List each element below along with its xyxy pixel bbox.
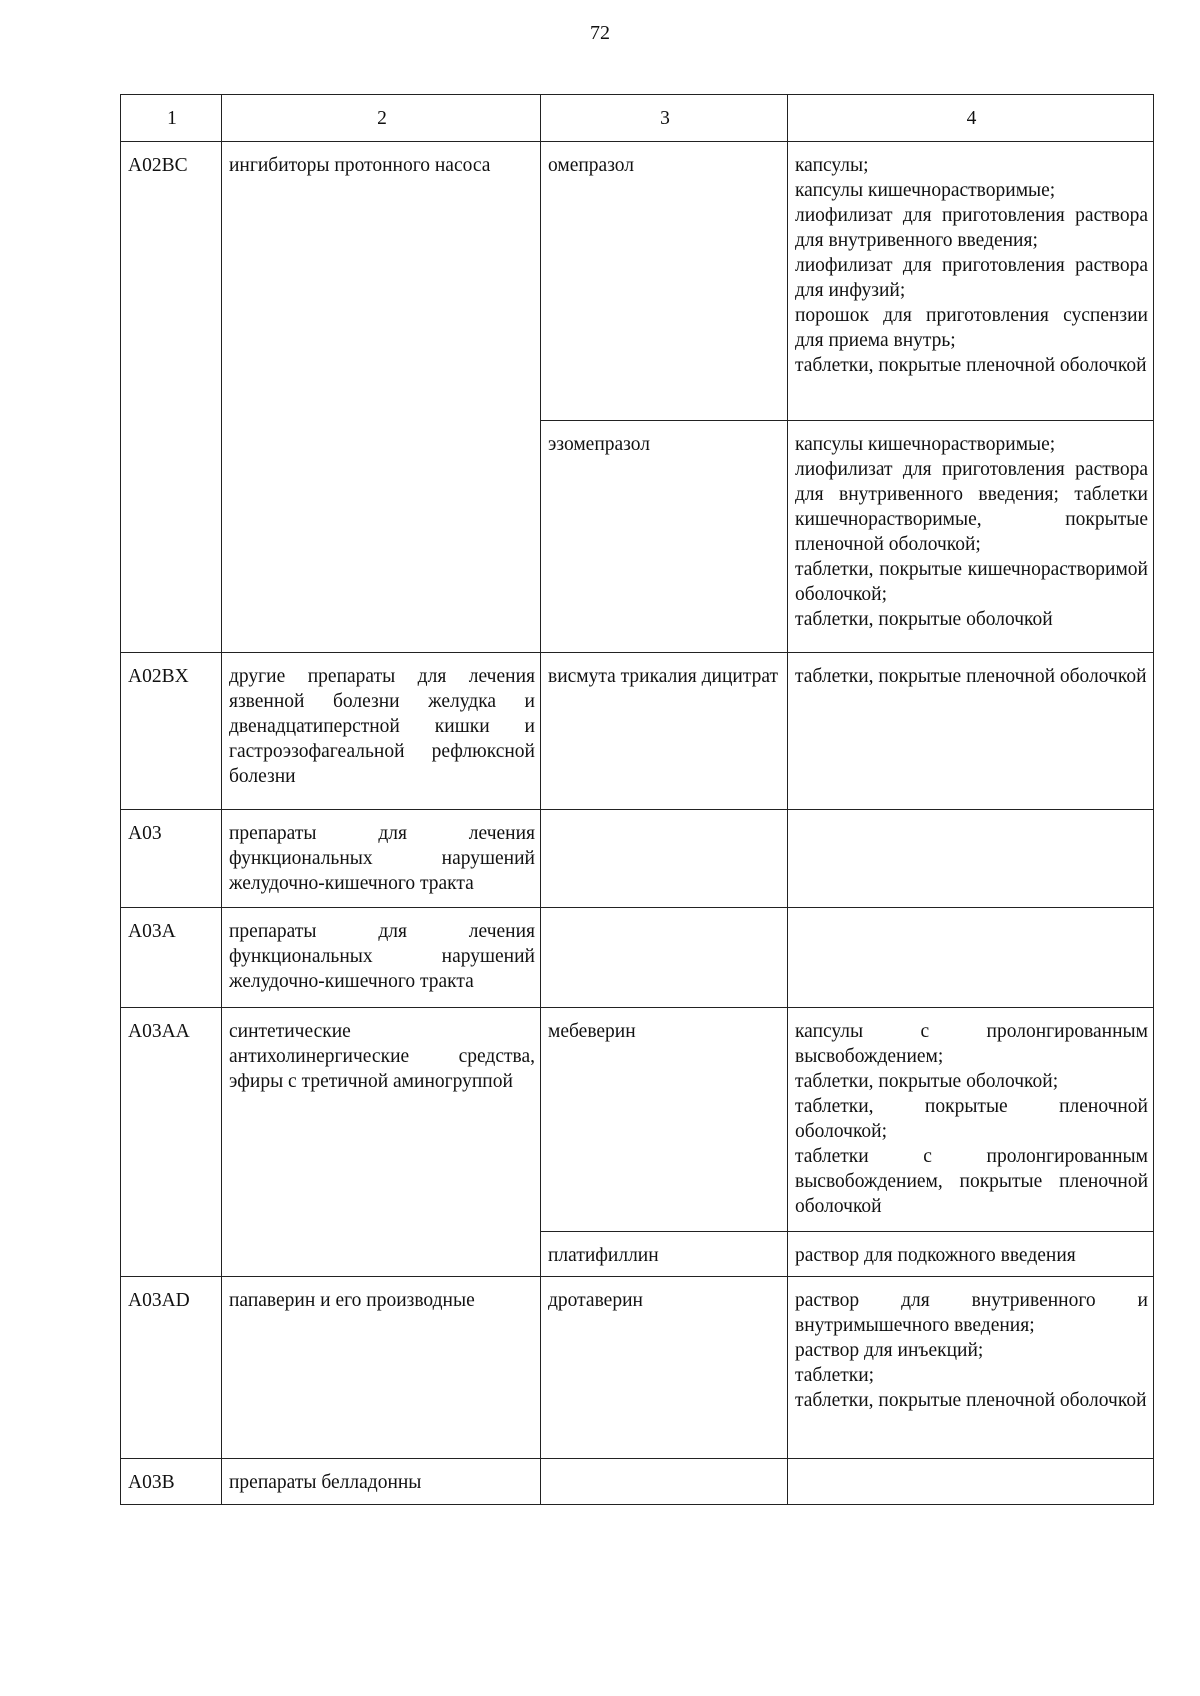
table-row xyxy=(121,1277,1154,1459)
dosage-form: капсулы кишечнорастворимые; xyxy=(795,180,1056,201)
group-name: препараты для лечения функциональных нарушений желудочно-кишечного тракта xyxy=(222,810,541,908)
dosage-forms xyxy=(788,908,1154,1008)
drug-name: мебеверин xyxy=(541,1008,788,1232)
dosage-form: раствор для инъекций; xyxy=(795,1340,984,1361)
dosage-form: таблетки; xyxy=(795,1365,875,1386)
drug-name: эзомепразол xyxy=(541,421,788,653)
dosage-form: раствор для подкожного введения xyxy=(795,1245,1076,1266)
dosage-form: таблетки, покрытые кишечнорастворимой оболочкой; xyxy=(795,559,1148,605)
page-number: 72 xyxy=(590,22,610,44)
dosage-forms xyxy=(788,653,1154,810)
drug-name: дротаверин xyxy=(541,1277,788,1459)
drug-name: висмута трикалия дицитрат xyxy=(541,653,788,810)
group-name: другие препараты для лечения язвенной болезни желудка и двенадцатиперстной кишки и гастроэзофагеальной рефлюксной болезни xyxy=(222,653,541,810)
drug-name: платифиллин xyxy=(541,1232,788,1277)
table-row xyxy=(121,908,1154,1008)
atc-code: A03AA xyxy=(121,1008,222,1277)
atc-code: A03B xyxy=(121,1459,222,1505)
dosage-forms xyxy=(788,421,1154,653)
dosage-form: лиофилизат для приготовления раствора для инфузий; xyxy=(795,255,1148,301)
table-row xyxy=(121,1008,1154,1232)
dosage-forms xyxy=(788,1459,1154,1505)
table-row xyxy=(121,142,1154,421)
header-cell-3: 3 xyxy=(541,95,788,142)
dosage-form: таблетки, покрытые пленочной оболочкой xyxy=(795,666,1147,687)
dosage-form: таблетки с пролонгированным высвобождением, покрытые пленочной оболочкой xyxy=(795,1146,1148,1217)
dosage-forms xyxy=(788,1277,1154,1459)
drug-name xyxy=(541,1459,788,1505)
dosage-form: таблетки, покрытые пленочной оболочкой; xyxy=(795,1096,1148,1142)
dosage-form: таблетки, покрытые пленочной оболочкой xyxy=(795,355,1147,376)
dosage-form: таблетки, покрытые оболочкой; xyxy=(795,1071,1059,1092)
group-name: папаверин и его производные xyxy=(222,1277,541,1459)
dosage-form: капсулы кишечнорастворимые; xyxy=(795,434,1056,455)
atc-code: A03A xyxy=(121,908,222,1008)
group-name: ингибиторы протонного насоса xyxy=(222,142,541,653)
dosage-forms xyxy=(788,1232,1154,1277)
group-name: синтетические антихолинергические средства, эфиры с третичной аминогруппой xyxy=(222,1008,541,1277)
dosage-form: раствор для внутривенного и внутримышечного введения; xyxy=(795,1290,1148,1336)
dosage-form: капсулы; xyxy=(795,155,869,176)
drug-name xyxy=(541,908,788,1008)
atc-code: A03AD xyxy=(121,1277,222,1459)
table-row xyxy=(121,653,1154,810)
header-cell-4: 4 xyxy=(788,95,1154,142)
dosage-form: капсулы с пролонгированным высвобождением; xyxy=(795,1021,1148,1067)
drug-name: омепразол xyxy=(541,142,788,421)
dosage-forms xyxy=(788,142,1154,421)
group-name: препараты для лечения функциональных нарушений желудочно-кишечного тракта xyxy=(222,908,541,1008)
dosage-form: порошок для приготовления суспензии для приема внутрь; xyxy=(795,305,1148,351)
dosage-forms xyxy=(788,810,1154,908)
table-header-row xyxy=(121,95,1154,142)
atc-code: A02BC xyxy=(121,142,222,653)
dosage-form: таблетки, покрытые оболочкой xyxy=(795,609,1053,630)
table-row xyxy=(121,810,1154,908)
header-cell-1: 1 xyxy=(121,95,222,142)
dosage-form: таблетки, покрытые пленочной оболочкой xyxy=(795,1390,1147,1411)
atc-code: A02BX xyxy=(121,653,222,810)
group-name: препараты белладонны xyxy=(222,1459,541,1505)
header-cell-2: 2 xyxy=(222,95,541,142)
dosage-form: лиофилизат для приготовления раствора для внутривенного введения; xyxy=(795,205,1148,251)
drug-classification-table xyxy=(120,94,1154,1505)
dosage-forms xyxy=(788,1008,1154,1232)
drug-name xyxy=(541,810,788,908)
dosage-form: лиофилизат для приготовления раствора для внутривенного введения; таблетки кишечнорастворимые, покрытые пленочной оболочкой; xyxy=(795,459,1148,555)
table-row xyxy=(121,1459,1154,1505)
atc-code: A03 xyxy=(121,810,222,908)
